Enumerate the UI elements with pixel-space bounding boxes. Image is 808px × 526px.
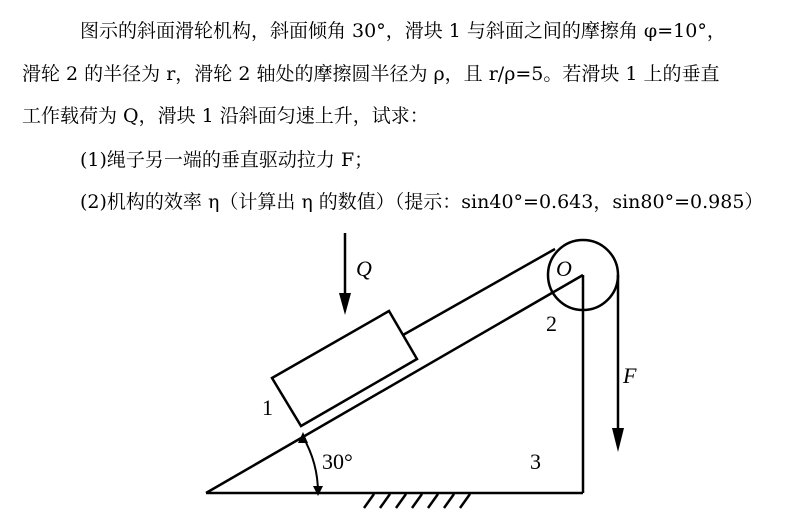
question-2: (2)机构的效率 η（计算出 η 的数值）（提示：sin40°=0.643，sin80°=0.985） — [80, 191, 764, 213]
angle-arc-arrow-down — [313, 486, 323, 496]
label-base-3: 3 — [530, 449, 541, 474]
incline-body — [206, 275, 583, 493]
problem-line-2: 滑轮 2 的半径为 r，滑轮 2 轴处的摩擦圆半径为 ρ，且 r/ρ=5。若滑块 1 上的垂直 — [22, 63, 720, 85]
problem-line-1: 图示的斜面滑轮机构，斜面倾角 30°，滑块 1 与斜面之间的摩擦角 φ=10°， — [80, 20, 726, 42]
angle-arc — [303, 437, 318, 493]
force-f-arrowhead — [612, 428, 624, 452]
label-angle: 30° — [322, 449, 353, 474]
question-1: (1)绳子另一端的垂直驱动拉力 F； — [80, 149, 374, 171]
label-f: F — [623, 363, 637, 388]
slider-block — [272, 311, 417, 426]
problem-line-3: 工作载荷为 Q，滑块 1 沿斜面匀速上升，试求： — [22, 105, 429, 127]
label-pulley-2: 2 — [546, 311, 557, 336]
label-o: O — [556, 256, 572, 281]
label-slider-1: 1 — [262, 395, 273, 420]
label-q: Q — [356, 256, 372, 281]
rope-incline — [403, 249, 555, 335]
ground-hatching — [364, 494, 470, 508]
load-q-arrowhead — [339, 293, 351, 315]
